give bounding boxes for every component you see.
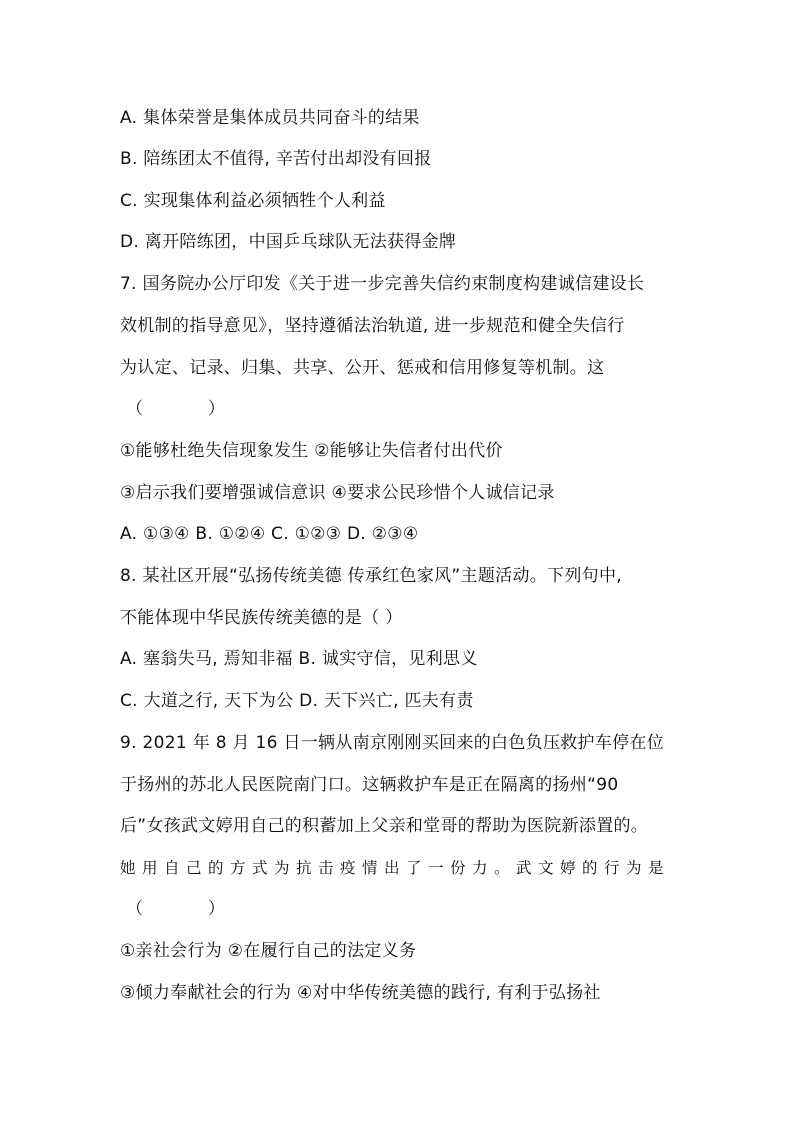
question-7-statements-1: ①能够杜绝失信现象发生 ②能够让失信者付出代价 [120, 441, 503, 461]
question-7-line-2: 效机制的指导意见》，坚持遵循法治轨道, 进一步规范和健全失信行 [120, 316, 625, 336]
question-7-choices: A. ①③④ B. ①②④ C. ①②③ D. ②③④ [120, 524, 419, 544]
question-7-line-1: 7. 国务院办公厅印发《关于进一步完善失信约束制度构建诚信建设长 [120, 274, 645, 294]
option-a-line: A. 集体荣誉是集体成员共同奋斗的结果 [120, 108, 420, 128]
question-9-line-4: 她用自己的方式为抗击疫情出了一份力。武文婷的行为是 [120, 859, 671, 877]
option-d-line: D. 离开陪练团，中国乒乓球队无法获得金牌 [120, 232, 457, 252]
question-8-options-2: C. 大道之行, 天下为公 D. 天下兴亡, 匹夫有责 [120, 691, 474, 711]
answer-blank: （ ） [126, 899, 225, 919]
question-9-statements-2: ③倾力奉献社会的行为 ④对中华传统美德的践行, 有利于弘扬社 [120, 983, 601, 1003]
question-7-line-3: 为认定、记录、归集、共享、公开、惩戒和信用修复等机制。这 [120, 358, 605, 378]
question-9-line-3: 后”女孩武文婷用自己的积蓄加上父亲和堂哥的帮助为医院新添置的。 [120, 816, 649, 836]
option-c-line: C. 实现集体利益必须牺牲个人利益 [120, 191, 386, 211]
answer-blank: （ ） [126, 399, 225, 419]
question-9-line-2: 于扬州的苏北人民医院南门口。这辆救护车是正在隔离的扬州“90 [120, 775, 619, 795]
question-8-line-2: 不能体现中华民族传统美德的是（ ） [120, 608, 403, 628]
option-b-line: B. 陪练团太不值得, 辛苦付出却没有回报 [120, 149, 432, 169]
question-9-line-1: 9. 2021 年 8 月 16 日一辆从南京刚刚买回来的白色负压救护车停在位 [120, 733, 665, 753]
question-7-statements-2: ③启示我们要增强诚信意识 ④要求公民珍惜个人诚信记录 [120, 483, 555, 503]
question-8-line-1: 8. 某社区开展“弘扬传统美德 传承红色家风”主题活动。下列句中, [120, 566, 622, 586]
question-9-statements-1: ①亲社会行为 ②在履行自己的法定义务 [120, 941, 417, 961]
question-8-options-1: A. 塞翁失马, 焉知非福 B. 诚实守信，见利思义 [120, 649, 478, 669]
